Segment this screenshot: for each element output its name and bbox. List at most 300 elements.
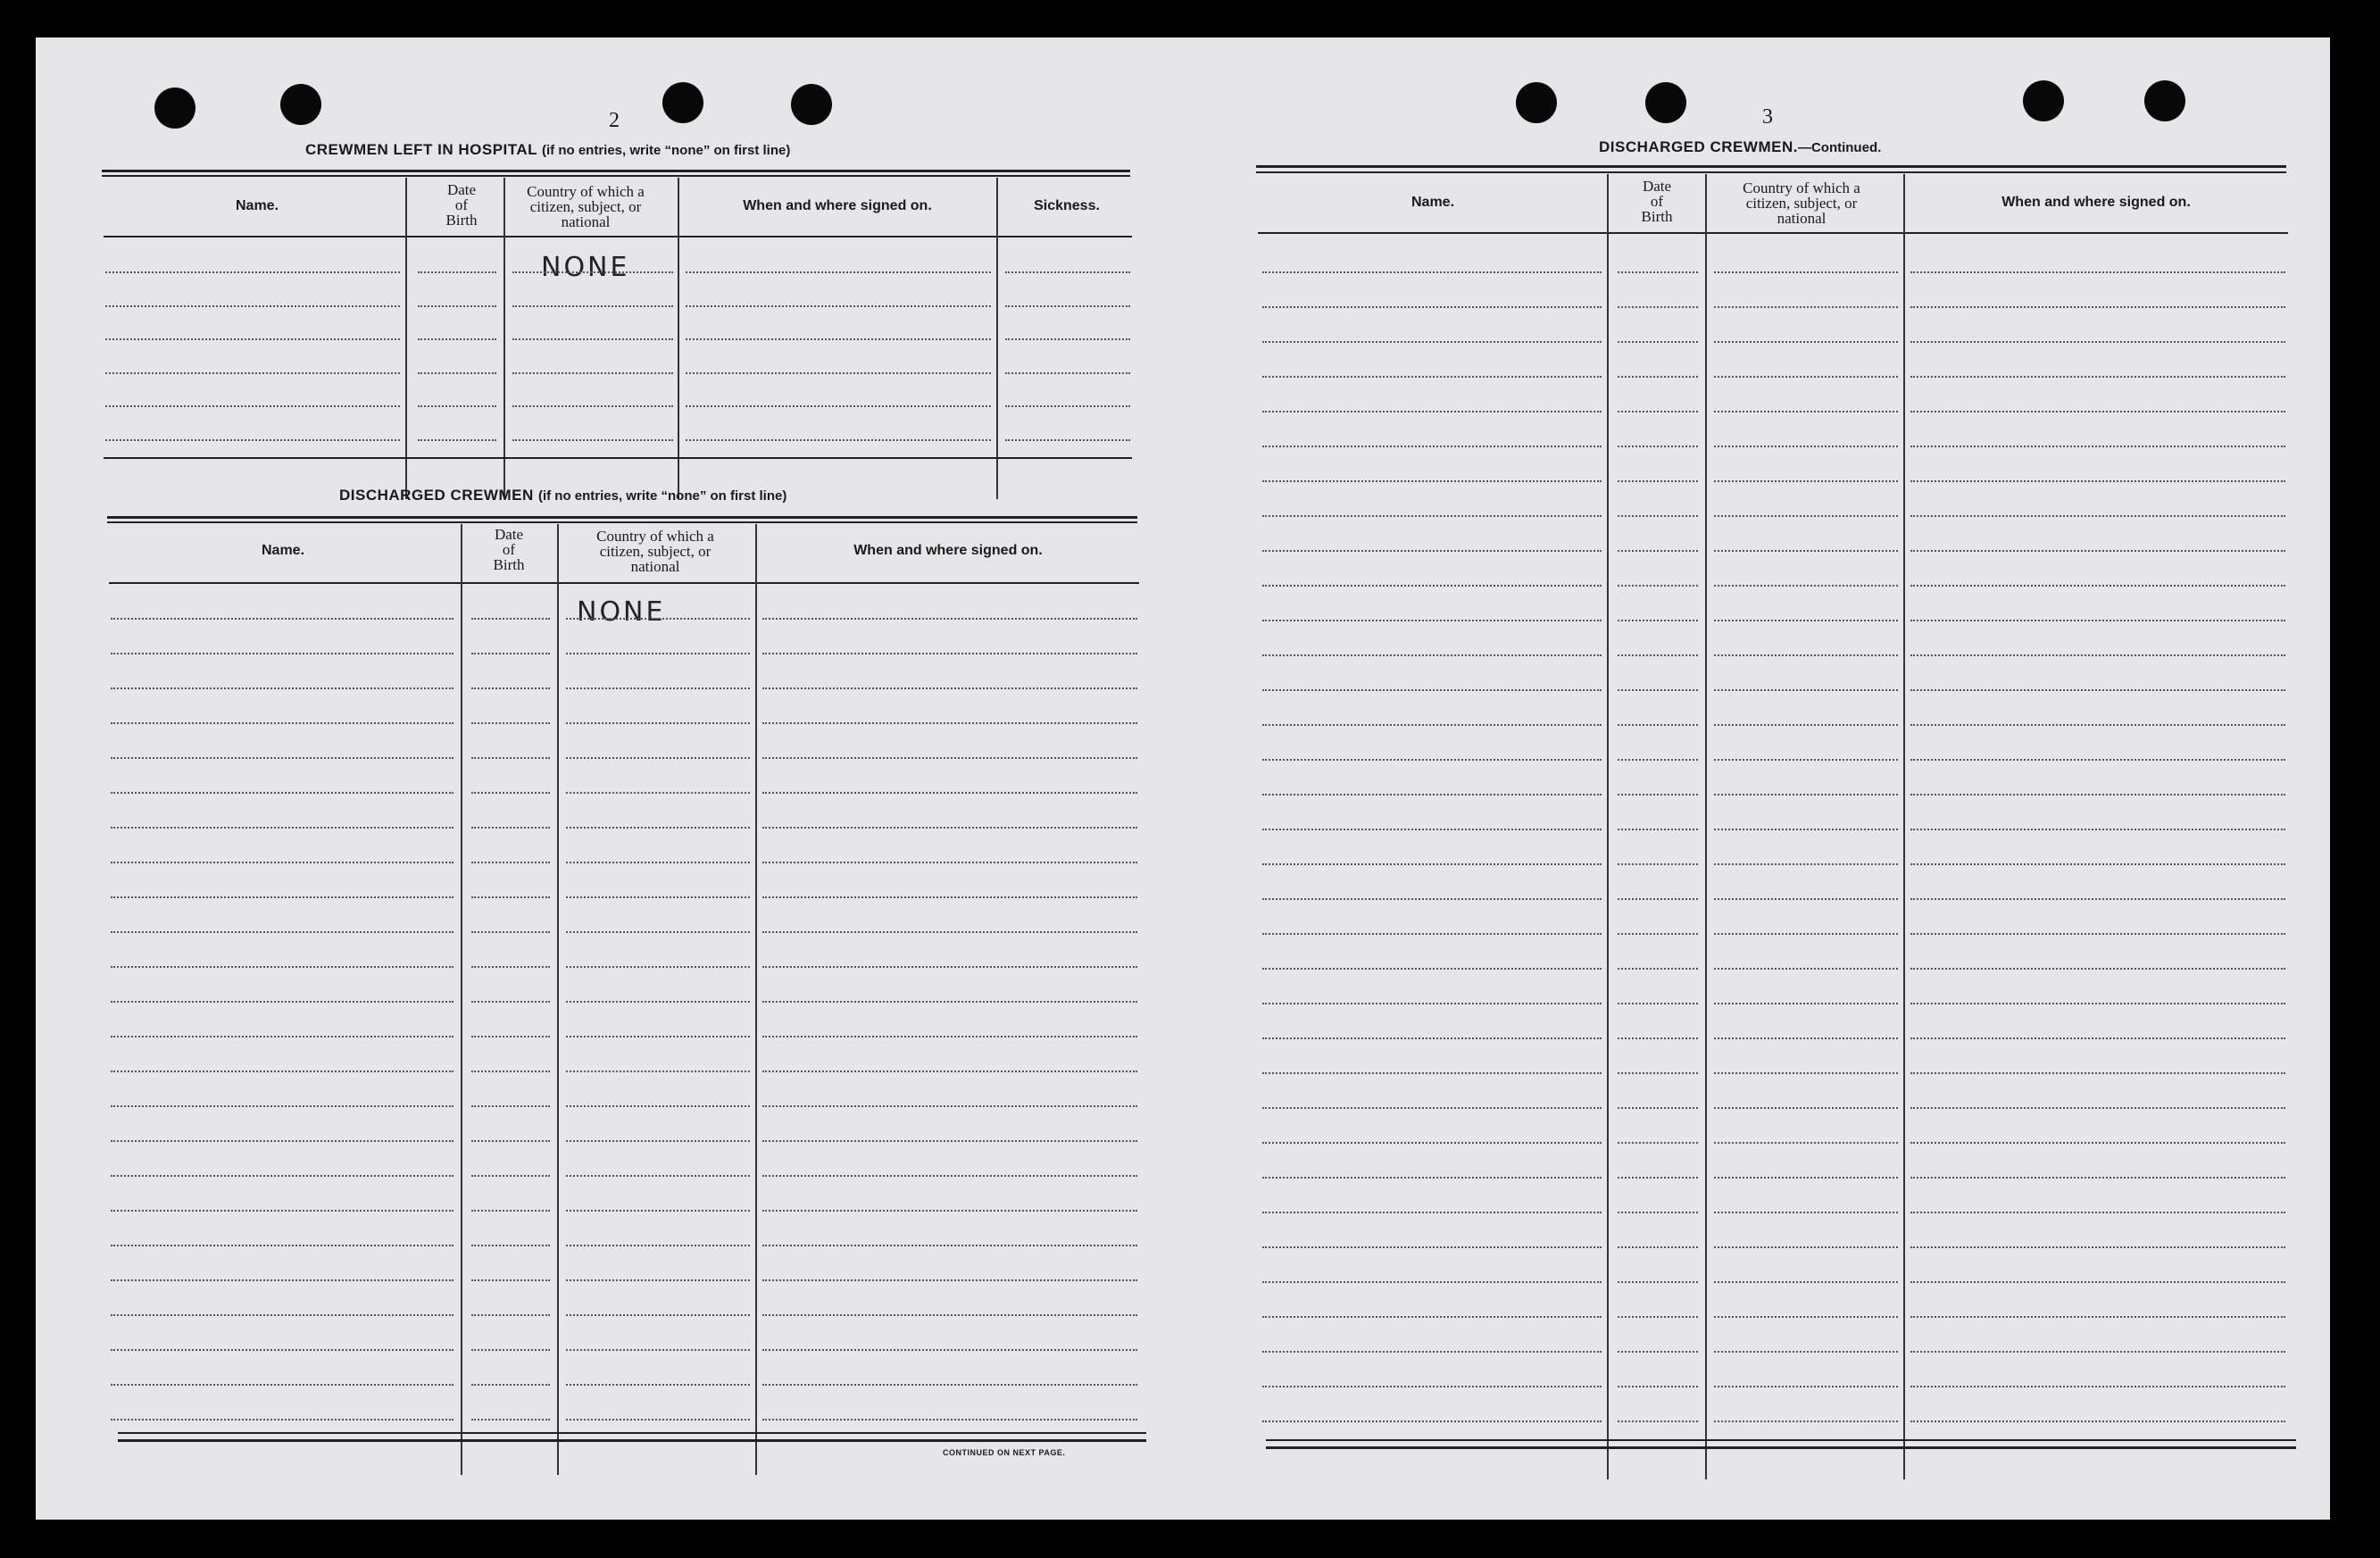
dotted-entry-line — [1618, 863, 1698, 865]
dotted-entry-line — [1910, 446, 2285, 447]
dotted-entry-line — [471, 1245, 550, 1246]
column-header-date-of-birth: Date of Birth — [1641, 178, 1673, 225]
dotted-entry-line — [1910, 480, 2285, 482]
dotted-entry-line — [418, 439, 496, 441]
dotted-entry-line — [111, 1245, 454, 1246]
dotted-entry-line — [471, 1105, 550, 1107]
dotted-entry-line — [1262, 1421, 1602, 1422]
dotted-entry-line — [471, 931, 550, 933]
dotted-entry-line — [1714, 1246, 1898, 1248]
hospital-section-title: CREWMEN LEFT IN HOSPITAL (if no entries, write “none” on first line) — [305, 141, 791, 158]
column-header-signed-on: When and where signed on. — [853, 543, 1043, 558]
dotted-entry-line — [471, 1210, 550, 1212]
dotted-entry-line — [1618, 1351, 1698, 1353]
dotted-entry-line — [1910, 1142, 2285, 1144]
dotted-entry-line — [1910, 724, 2285, 726]
dotted-entry-line — [111, 653, 454, 654]
dotted-entry-line — [1618, 376, 1698, 378]
dotted-entry-line — [1262, 620, 1602, 621]
dotted-entry-line — [1262, 585, 1602, 587]
dotted-entry-line — [1262, 1246, 1602, 1248]
dotted-entry-line — [566, 1279, 750, 1281]
dotted-entry-line — [111, 1314, 454, 1316]
dotted-entry-line — [1714, 1072, 1898, 1074]
dotted-entry-line — [111, 862, 454, 863]
dotted-entry-line — [1714, 1037, 1898, 1039]
dotted-entry-line — [1618, 968, 1698, 970]
dotted-entry-line — [1618, 550, 1698, 552]
dotted-entry-line — [686, 405, 991, 407]
dotted-entry-line — [1262, 863, 1602, 865]
dotted-entry-line — [1714, 515, 1898, 517]
dotted-entry-line — [471, 862, 550, 863]
dotted-entry-line — [471, 1140, 550, 1142]
discharged-section-title: DISCHARGED CREWMEN (if no entries, write “none” on first line) — [339, 487, 787, 504]
dotted-entry-line — [686, 338, 991, 340]
dotted-entry-line — [1262, 1177, 1602, 1179]
dotted-entry-line — [566, 827, 750, 829]
dotted-entry-line — [762, 931, 1137, 933]
dotted-entry-line — [1910, 759, 2285, 761]
dotted-entry-line — [111, 1036, 454, 1037]
dotted-entry-line — [471, 757, 550, 759]
dotted-entry-line — [1714, 1142, 1898, 1144]
dotted-entry-line — [1714, 1177, 1898, 1179]
punch-hole — [2023, 80, 2064, 121]
dotted-entry-line — [1714, 933, 1898, 935]
dotted-entry-line — [686, 439, 991, 441]
dotted-entry-line — [471, 966, 550, 968]
dotted-entry-line — [471, 653, 550, 654]
discharged-section-instruction: (if no entries, write “none” on first line) — [537, 488, 787, 504]
dotted-entry-line — [1910, 1316, 2285, 1318]
dotted-entry-line — [566, 653, 750, 654]
dotted-entry-line — [111, 966, 454, 968]
dotted-entry-line — [471, 722, 550, 724]
dotted-entry-line — [1910, 689, 2285, 691]
punch-hole — [1516, 82, 1557, 123]
dotted-entry-line — [1618, 898, 1698, 900]
dotted-entry-line — [1618, 1107, 1698, 1109]
dotted-entry-line — [1714, 759, 1898, 761]
column-divider — [755, 524, 757, 1475]
dotted-entry-line — [1714, 446, 1898, 447]
column-header-date-of-birth: Date of Birth — [493, 526, 525, 573]
punch-hole — [662, 82, 703, 123]
punch-hole — [2144, 80, 2185, 121]
dotted-entry-line — [471, 1279, 550, 1281]
dotted-entry-line — [1005, 439, 1130, 441]
dotted-entry-line — [566, 1210, 750, 1212]
dotted-entry-line — [512, 439, 673, 441]
dotted-entry-line — [1618, 794, 1698, 796]
dotted-entry-line — [762, 792, 1137, 794]
dotted-entry-line — [1262, 446, 1602, 447]
dotted-entry-line — [566, 931, 750, 933]
table-top-rule — [1256, 171, 2286, 173]
dotted-entry-line — [1618, 1037, 1698, 1039]
dotted-entry-line — [1005, 305, 1130, 307]
column-divider — [557, 524, 559, 1475]
dotted-entry-line — [1714, 411, 1898, 412]
dotted-entry-line — [1714, 550, 1898, 552]
dotted-entry-line — [762, 966, 1137, 968]
dotted-entry-line — [111, 896, 454, 898]
dotted-entry-line — [1262, 898, 1602, 900]
dotted-entry-line — [471, 1036, 550, 1037]
dotted-entry-line — [566, 1314, 750, 1316]
table-bottom-rule — [104, 457, 1132, 459]
dotted-entry-line — [1005, 405, 1130, 407]
dotted-entry-line — [471, 687, 550, 689]
dotted-entry-line — [762, 1210, 1137, 1212]
dotted-entry-line — [1262, 1281, 1602, 1283]
dotted-entry-line — [512, 338, 673, 340]
dotted-entry-line — [471, 1071, 550, 1072]
dotted-entry-line — [1262, 759, 1602, 761]
dotted-entry-line — [105, 271, 400, 273]
dotted-entry-line — [1714, 480, 1898, 482]
dotted-entry-line — [1618, 1421, 1698, 1422]
dotted-entry-line — [105, 338, 400, 340]
dotted-entry-line — [471, 1175, 550, 1177]
dotted-entry-line — [1618, 341, 1698, 343]
dotted-entry-line — [111, 1140, 454, 1142]
dotted-entry-line — [1714, 1212, 1898, 1213]
column-divider — [1607, 174, 1609, 1479]
dotted-entry-line — [566, 1071, 750, 1072]
dotted-entry-line — [1262, 341, 1602, 343]
dotted-entry-line — [566, 1140, 750, 1142]
dotted-entry-line — [1618, 446, 1698, 447]
column-divider — [461, 524, 462, 1475]
dotted-entry-line — [1910, 550, 2285, 552]
dotted-entry-line — [1262, 1142, 1602, 1144]
dotted-entry-line — [566, 1419, 750, 1421]
dotted-entry-line — [566, 1245, 750, 1246]
dotted-entry-line — [566, 1175, 750, 1177]
dotted-entry-line — [762, 1140, 1137, 1142]
dotted-entry-line — [762, 827, 1137, 829]
column-header-country: Country of which a citizen, subject, or national — [527, 183, 645, 230]
dotted-entry-line — [1262, 550, 1602, 552]
dotted-entry-line — [762, 1245, 1137, 1246]
dotted-entry-line — [418, 405, 496, 407]
dotted-entry-line — [1714, 654, 1898, 656]
dotted-entry-line — [566, 618, 750, 620]
dotted-entry-line — [111, 1071, 454, 1072]
table-bottom-rule — [118, 1432, 1146, 1434]
dotted-entry-line — [1618, 1072, 1698, 1074]
dotted-entry-line — [1618, 411, 1698, 412]
dotted-entry-line — [1262, 794, 1602, 796]
dotted-entry-line — [1714, 306, 1898, 308]
dotted-entry-line — [111, 1210, 454, 1212]
dotted-entry-line — [1262, 306, 1602, 308]
dotted-entry-line — [1618, 1003, 1698, 1004]
dotted-entry-line — [111, 687, 454, 689]
ledger-sheet — [36, 37, 2330, 1520]
dotted-entry-line — [566, 1001, 750, 1003]
dotted-entry-line — [1910, 306, 2285, 308]
dotted-entry-line — [1714, 376, 1898, 378]
dotted-entry-line — [512, 271, 673, 273]
dotted-entry-line — [762, 1175, 1137, 1177]
dotted-entry-line — [762, 1279, 1137, 1281]
dotted-entry-line — [686, 372, 991, 374]
dotted-entry-line — [1618, 1177, 1698, 1179]
column-header-country: Country of which a citizen, subject, or national — [596, 528, 714, 575]
dotted-entry-line — [1618, 271, 1698, 273]
column-header-date-of-birth: Date of Birth — [445, 181, 478, 229]
dotted-entry-line — [1910, 1177, 2285, 1179]
dotted-entry-line — [762, 862, 1137, 863]
dotted-entry-line — [471, 1314, 550, 1316]
header-bottom-rule — [109, 582, 1139, 584]
dotted-entry-line — [1714, 620, 1898, 621]
dotted-entry-line — [1262, 933, 1602, 935]
table-bottom-rule — [1266, 1446, 2296, 1449]
dotted-entry-line — [1910, 1107, 2285, 1109]
dotted-entry-line — [1714, 689, 1898, 691]
dotted-entry-line — [1262, 411, 1602, 412]
dotted-entry-line — [111, 1384, 454, 1386]
page-number-right: 3 — [1762, 105, 1773, 129]
table-top-rule — [107, 521, 1137, 523]
dotted-entry-line — [1618, 306, 1698, 308]
dotted-entry-line — [1618, 585, 1698, 587]
dotted-entry-line — [762, 1349, 1137, 1351]
dotted-entry-line — [471, 1419, 550, 1421]
dotted-entry-line — [418, 372, 496, 374]
dotted-entry-line — [111, 722, 454, 724]
dotted-entry-line — [1910, 1421, 2285, 1422]
dotted-entry-line — [762, 896, 1137, 898]
dotted-entry-line — [1618, 1316, 1698, 1318]
dotted-entry-line — [1618, 759, 1698, 761]
dotted-entry-line — [111, 1419, 454, 1421]
dotted-entry-line — [686, 305, 991, 307]
dotted-entry-line — [1714, 1421, 1898, 1422]
dotted-entry-line — [1910, 411, 2285, 412]
dotted-entry-line — [512, 305, 673, 307]
dotted-entry-line — [105, 372, 400, 374]
dotted-entry-line — [1618, 1212, 1698, 1213]
dotted-entry-line — [1714, 794, 1898, 796]
dotted-entry-line — [1910, 863, 2285, 865]
dotted-entry-line — [762, 1314, 1137, 1316]
dotted-entry-line — [1910, 829, 2285, 830]
dotted-entry-line — [762, 1105, 1137, 1107]
table-top-rule — [102, 170, 1130, 172]
dotted-entry-line — [1714, 585, 1898, 587]
dotted-entry-line — [1262, 1316, 1602, 1318]
dotted-entry-line — [1618, 654, 1698, 656]
punch-hole — [154, 87, 196, 129]
dotted-entry-line — [1618, 480, 1698, 482]
page-number-left: 2 — [609, 109, 620, 132]
dotted-entry-line — [1714, 1107, 1898, 1109]
dotted-entry-line — [471, 618, 550, 620]
hospital-section-instruction: (if no entries, write “none” on first line) — [542, 143, 791, 158]
dotted-entry-line — [1262, 376, 1602, 378]
dotted-entry-line — [762, 1384, 1137, 1386]
column-divider — [1705, 174, 1707, 1479]
dotted-entry-line — [1262, 1107, 1602, 1109]
column-divider — [1903, 174, 1905, 1479]
dotted-entry-line — [1262, 689, 1602, 691]
dotted-entry-line — [1618, 1281, 1698, 1283]
dotted-entry-line — [1910, 898, 2285, 900]
dotted-entry-line — [1262, 271, 1602, 273]
dotted-entry-line — [566, 1105, 750, 1107]
header-bottom-rule — [104, 236, 1132, 237]
dotted-entry-line — [566, 1036, 750, 1037]
dotted-entry-line — [762, 1036, 1137, 1037]
dotted-entry-line — [1910, 933, 2285, 935]
dotted-entry-line — [686, 271, 991, 273]
discharged-continued-title: DISCHARGED CREWMEN.—Continued. — [1599, 138, 1882, 155]
dotted-entry-line — [1714, 1351, 1898, 1353]
dotted-entry-line — [111, 1175, 454, 1177]
table-top-rule — [1256, 165, 2286, 168]
dotted-entry-line — [1005, 271, 1130, 273]
dotted-entry-line — [566, 1384, 750, 1386]
dotted-entry-line — [1910, 1386, 2285, 1387]
dotted-entry-line — [105, 305, 400, 307]
header-bottom-rule — [1258, 232, 2288, 234]
handwritten-none: NONE — [541, 252, 630, 283]
dotted-entry-line — [1910, 1246, 2285, 1248]
column-header-sickness: Sickness. — [1034, 198, 1100, 213]
dotted-entry-line — [1262, 1037, 1602, 1039]
dotted-entry-line — [512, 405, 673, 407]
dotted-entry-line — [1910, 1037, 2285, 1039]
dotted-entry-line — [111, 1279, 454, 1281]
table-top-rule — [107, 516, 1137, 519]
dotted-entry-line — [1714, 1003, 1898, 1004]
dotted-entry-line — [1618, 515, 1698, 517]
dotted-entry-line — [1714, 1316, 1898, 1318]
dotted-entry-line — [566, 896, 750, 898]
dotted-entry-line — [762, 653, 1137, 654]
dotted-entry-line — [1910, 1212, 2285, 1213]
dotted-entry-line — [1714, 1386, 1898, 1387]
dotted-entry-line — [1262, 968, 1602, 970]
dotted-entry-line — [566, 966, 750, 968]
dotted-entry-line — [1262, 724, 1602, 726]
dotted-entry-line — [1262, 1212, 1602, 1213]
dotted-entry-line — [1618, 724, 1698, 726]
dotted-entry-line — [471, 1384, 550, 1386]
dotted-entry-line — [1714, 863, 1898, 865]
dotted-entry-line — [1910, 1072, 2285, 1074]
dotted-entry-line — [1910, 585, 2285, 587]
column-header-signed-on: When and where signed on. — [2001, 195, 2191, 210]
table-top-rule — [102, 175, 1130, 177]
punch-hole — [1645, 82, 1686, 123]
dotted-entry-line — [762, 757, 1137, 759]
dotted-entry-line — [566, 1349, 750, 1351]
dotted-entry-line — [1262, 1003, 1602, 1004]
dotted-entry-line — [1714, 898, 1898, 900]
dotted-entry-line — [566, 792, 750, 794]
dotted-entry-line — [762, 687, 1137, 689]
dotted-entry-line — [111, 827, 454, 829]
dotted-entry-line — [1618, 689, 1698, 691]
dotted-entry-line — [418, 271, 496, 273]
dotted-entry-line — [566, 687, 750, 689]
dotted-entry-line — [111, 792, 454, 794]
dotted-entry-line — [1262, 829, 1602, 830]
dotted-entry-line — [1910, 654, 2285, 656]
dotted-entry-line — [105, 439, 400, 441]
column-header-name: Name. — [235, 198, 279, 213]
dotted-entry-line — [111, 1349, 454, 1351]
dotted-entry-line — [566, 757, 750, 759]
column-header-name: Name. — [1411, 195, 1455, 210]
dotted-entry-line — [1262, 515, 1602, 517]
dotted-entry-line — [471, 792, 550, 794]
dotted-entry-line — [1262, 1072, 1602, 1074]
dotted-entry-line — [1910, 1351, 2285, 1353]
dotted-entry-line — [1910, 341, 2285, 343]
table-bottom-rule — [1266, 1439, 2296, 1441]
dotted-entry-line — [1618, 1246, 1698, 1248]
dotted-entry-line — [1714, 341, 1898, 343]
dotted-entry-line — [111, 1105, 454, 1107]
column-divider — [678, 178, 679, 499]
dotted-entry-line — [111, 618, 454, 620]
dotted-entry-line — [1910, 1003, 2285, 1004]
table-bottom-rule — [118, 1439, 1146, 1442]
handwritten-none: NONE — [577, 596, 666, 628]
dotted-entry-line — [471, 1349, 550, 1351]
column-header-signed-on: When and where signed on. — [743, 198, 932, 213]
dotted-entry-line — [1714, 968, 1898, 970]
dotted-entry-line — [1910, 515, 2285, 517]
dotted-entry-line — [1910, 271, 2285, 273]
dotted-entry-line — [1005, 338, 1130, 340]
dotted-entry-line — [762, 1071, 1137, 1072]
column-header-name: Name. — [261, 543, 305, 558]
dotted-entry-line — [1618, 1142, 1698, 1144]
dotted-entry-line — [1262, 654, 1602, 656]
dotted-entry-line — [418, 338, 496, 340]
column-divider — [405, 178, 407, 499]
dotted-entry-line — [1910, 968, 2285, 970]
dotted-entry-line — [1910, 376, 2285, 378]
dotted-entry-line — [1262, 1351, 1602, 1353]
dotted-entry-line — [1005, 372, 1130, 374]
dotted-entry-line — [111, 757, 454, 759]
dotted-entry-line — [1910, 620, 2285, 621]
dotted-entry-line — [111, 1001, 454, 1003]
column-divider — [503, 178, 505, 499]
dotted-entry-line — [1262, 480, 1602, 482]
dotted-entry-line — [566, 722, 750, 724]
punch-hole — [791, 84, 832, 125]
dotted-entry-line — [1714, 1281, 1898, 1283]
dotted-entry-line — [418, 305, 496, 307]
dotted-entry-line — [1714, 724, 1898, 726]
dotted-entry-line — [762, 618, 1137, 620]
dotted-entry-line — [762, 722, 1137, 724]
dotted-entry-line — [1910, 794, 2285, 796]
dotted-entry-line — [1714, 829, 1898, 830]
dotted-entry-line — [111, 931, 454, 933]
dotted-entry-line — [1910, 1281, 2285, 1283]
